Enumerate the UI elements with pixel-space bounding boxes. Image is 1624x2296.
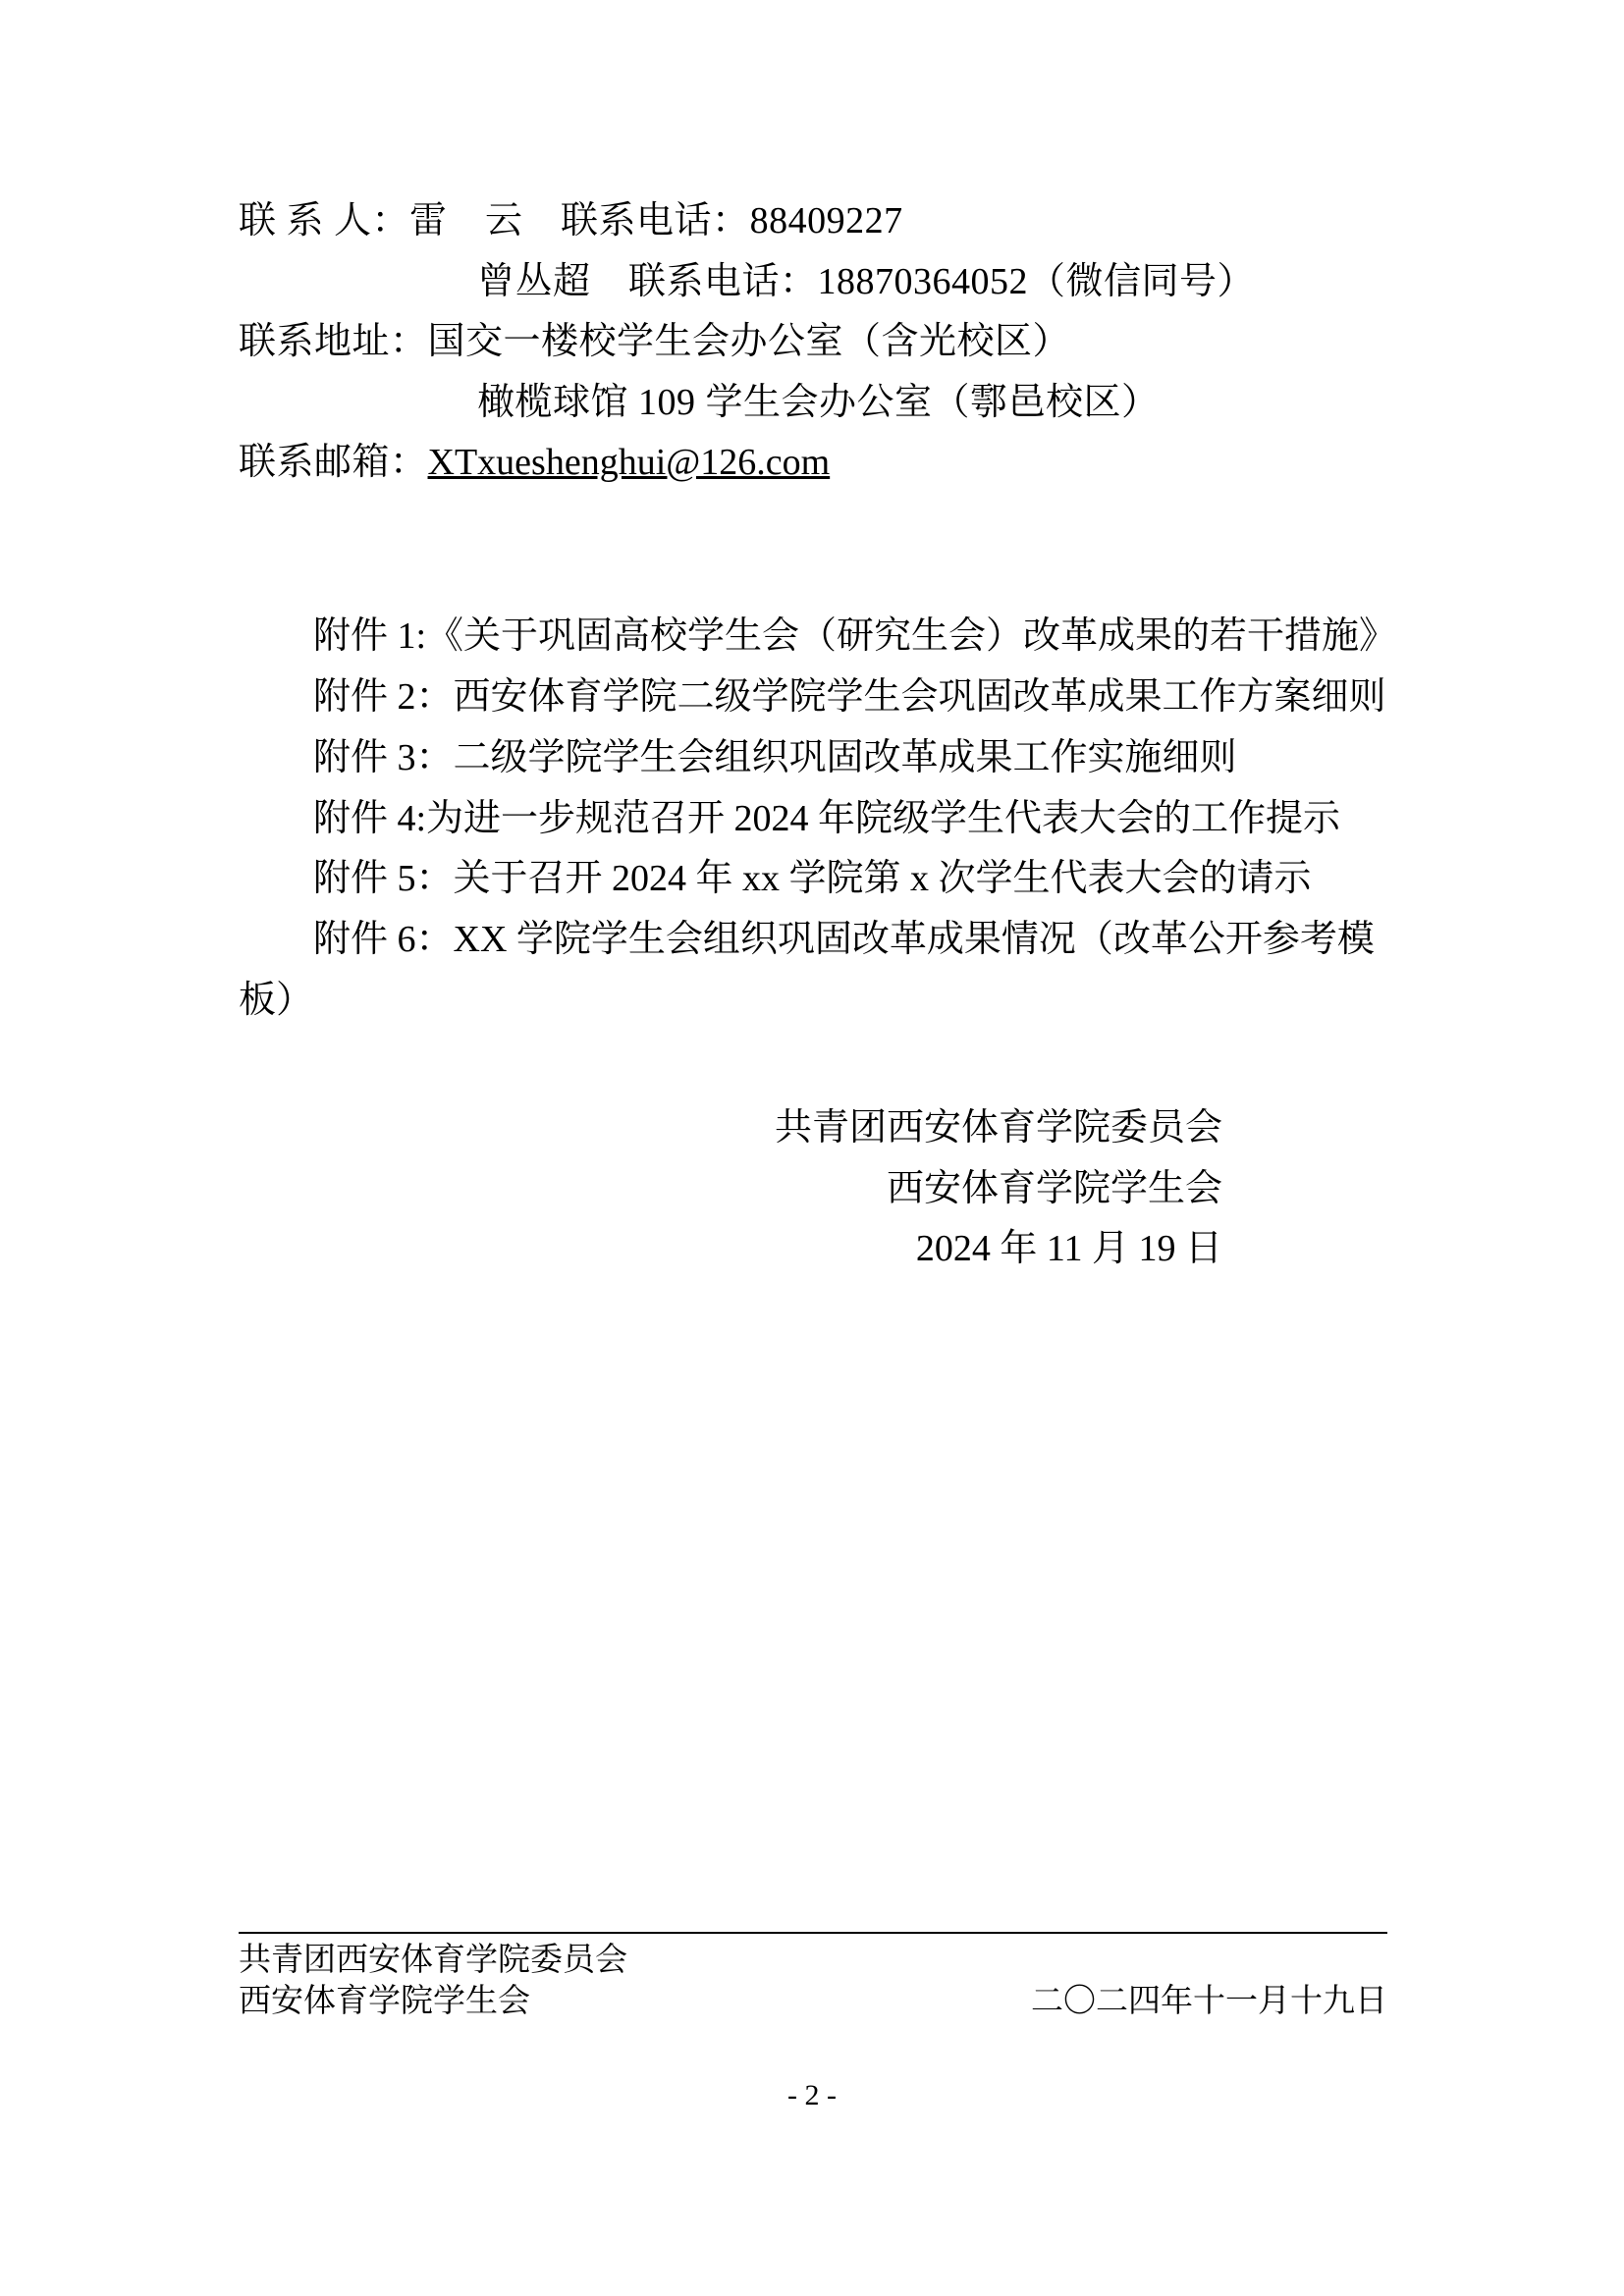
contact-person2-line [239,252,1387,313]
signature-organization-2: 西安体育学院学生会 [886,1167,1222,1209]
contact-person2-phone-label: 联系电话： [628,260,818,302]
contact-email-label: 联系邮箱： [239,442,428,484]
attachment-list [239,607,1397,1033]
contact-person1-name: 雷 云 [409,200,523,241]
contact-person2-phone: 18870364052（微信同号） [817,260,1256,302]
document-body [239,191,1397,1280]
contact-person1-phone: 88409227 [749,200,903,241]
footer-date: 二〇二四年十一月十九日 [1031,1984,1387,2020]
footer-row-1 [239,1940,1387,1981]
contact-person-label: 联 系 人： [239,200,410,241]
contact-address-value2: 橄榄球馆 109 学生会办公室（鄠邑校区） [477,381,1160,423]
attachment-item: 附件 5：关于召开 2024 年 xx 学院第 x 次学生代表大会的请示 [313,858,1312,900]
contact-email-link[interactable]: XTxueshenghui@126.com [427,442,831,484]
contact-address-label: 联系地址： [239,321,428,363]
attachment-item: 附件 1:《关于巩固高校学生会（研究生会）改革成果的若干措施》 [313,614,1397,657]
contact-person2-name: 曾丛超 [477,260,591,302]
footer-divider [239,1932,1387,1934]
attachment-item: 附件 4:为进一步规范召开 2024 年院级学生代表大会的工作提示 [313,797,1341,839]
contact-person-line [239,191,1387,252]
footer-row-2 [239,1981,1387,2022]
contact-email-line [239,433,1387,494]
contact-address-line1 [239,312,1387,373]
footer-organization-2: 西安体育学院学生会 [239,1984,530,2020]
signature-block [239,1098,1387,1280]
contact-person1-phone-label: 联系电话： [561,200,750,241]
contact-address-value1: 国交一楼校学生会办公室（含光校区） [427,321,1071,363]
footer-block [239,1932,1387,2022]
section-spacer [239,494,1387,607]
footer-organization-1: 共青团西安体育学院委员会 [239,1943,627,1978]
signature-organization-1: 共青团西安体育学院委员会 [774,1107,1222,1149]
attachment-item: 附件 2：西安体育学院二级学院学生会巩固改革成果工作方案细则 [313,675,1386,718]
contact-address-line2 [239,373,1387,434]
page-number: - 2 - [787,2079,837,2111]
attachment-item: 附件 6：XX 学院学生会组织巩固改革成果情况（改革公开参考模板） [239,919,1375,1022]
attachment-item: 附件 3：二级学院学生会组织巩固改革成果工作实施细则 [313,736,1237,778]
signature-date: 2024 年 11 月 19 日 [915,1228,1222,1270]
